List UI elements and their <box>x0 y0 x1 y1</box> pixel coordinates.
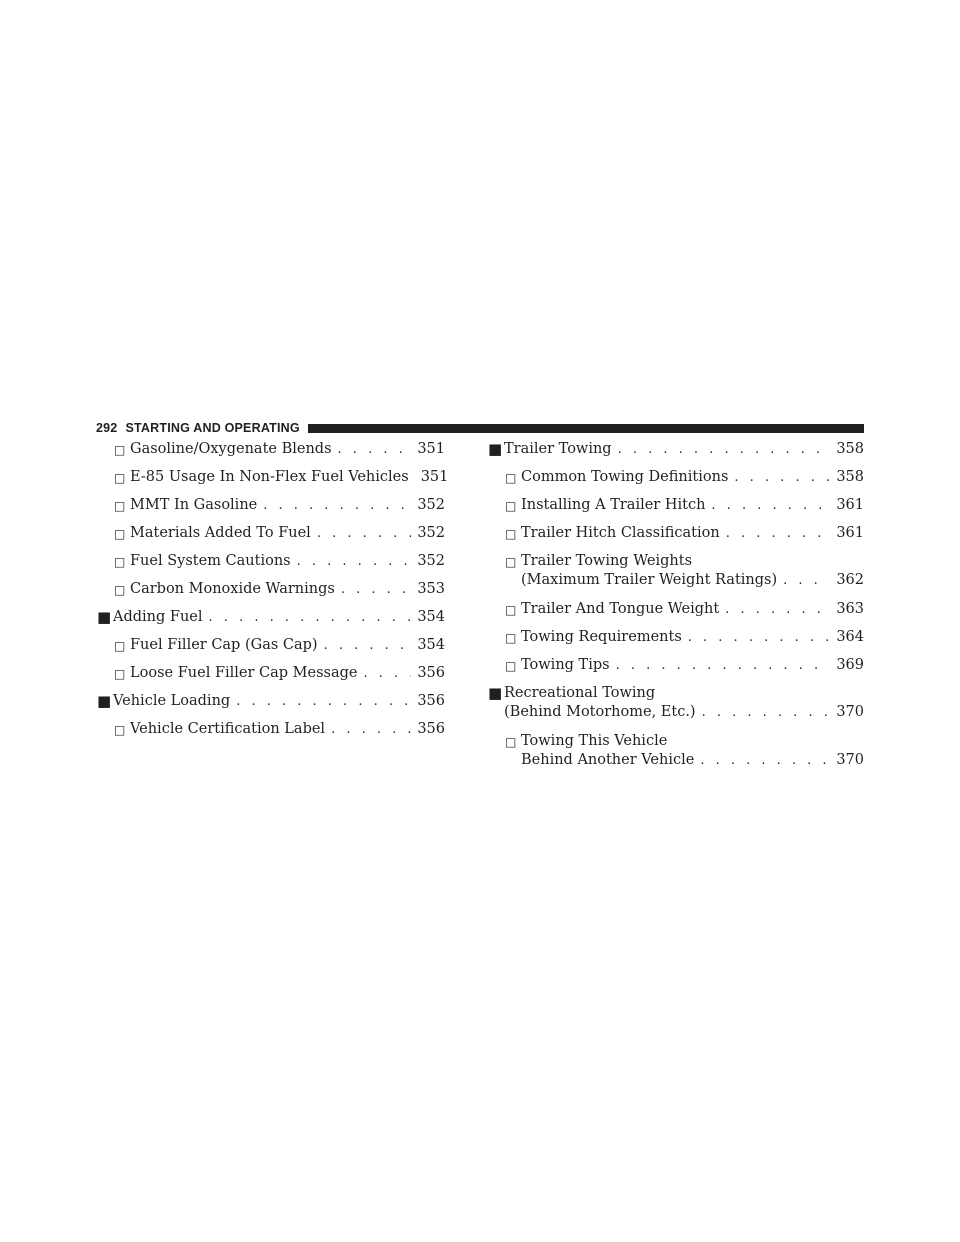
hollow-square-bullet-icon: □ <box>114 639 126 653</box>
toc-main-entry[interactable] <box>488 684 864 722</box>
toc-entry-label: Carbon Monoxide Warnings <box>130 581 335 597</box>
section-title: STARTING AND OPERATING <box>125 421 300 435</box>
dot-leader <box>726 524 831 543</box>
toc-page-number: 356 <box>417 665 445 681</box>
toc-page-number: 370 <box>836 752 864 768</box>
toc-sub-entry[interactable] <box>488 628 864 647</box>
dot-leader <box>338 440 412 459</box>
dot-leader <box>734 468 830 487</box>
dot-leader <box>616 656 831 675</box>
toc-page-number: 352 <box>417 553 445 569</box>
toc-sub-entry[interactable] <box>97 664 445 683</box>
toc-sub-entry[interactable] <box>488 468 864 487</box>
hollow-square-bullet-icon: □ <box>505 735 517 749</box>
hollow-square-bullet-icon: □ <box>114 471 126 485</box>
toc-entry-label-line1: Trailer Towing Weights <box>521 553 693 569</box>
hollow-square-bullet-icon: □ <box>505 471 517 485</box>
toc-entry-label: Installing A Trailer Hitch <box>521 497 706 513</box>
hollow-square-bullet-icon: □ <box>505 527 517 541</box>
dot-leader <box>331 720 411 739</box>
toc-sub-entry[interactable] <box>97 496 445 515</box>
toc-entry-label-line1: Recreational Towing <box>504 685 656 701</box>
toc-page-number: 354 <box>417 637 445 653</box>
toc-entry-label: Trailer And Tongue Weight <box>521 601 720 617</box>
dot-leader <box>725 600 830 619</box>
toc-entry-label: Materials Added To Fuel <box>130 525 311 541</box>
page-header <box>96 421 864 435</box>
toc-entry-label: Trailer Hitch Classification <box>521 525 720 541</box>
dot-leader <box>700 751 830 770</box>
dot-leader <box>702 703 831 722</box>
toc-page-number: 352 <box>417 497 445 513</box>
toc-page-number: 354 <box>417 609 445 625</box>
hollow-square-bullet-icon: □ <box>505 659 517 673</box>
toc-sub-entry[interactable] <box>488 524 864 543</box>
toc-sub-entry[interactable] <box>97 636 445 655</box>
toc-page-number: 356 <box>417 721 445 737</box>
toc-page-number: 361 <box>836 525 864 541</box>
toc-page-number: 351 <box>417 441 445 457</box>
toc-page-number: 361 <box>836 497 864 513</box>
toc-entry-label: Loose Fuel Filler Cap Message <box>130 665 358 681</box>
toc-entry-label: Vehicle Loading <box>113 693 231 709</box>
toc-page-number: 362 <box>836 572 864 588</box>
toc-sub-entry[interactable] <box>97 552 445 571</box>
dot-leader <box>688 628 831 647</box>
dot-leader <box>209 608 412 627</box>
toc-main-entry[interactable] <box>97 608 445 627</box>
toc-entry-label: (Maximum Trailer Weight Ratings) <box>521 572 778 588</box>
toc-entry-label: Gasoline/Oxygenate Blends <box>130 441 332 457</box>
toc-page-number: 363 <box>836 601 864 617</box>
toc-entry-label: Fuel System Cautions <box>130 553 291 569</box>
toc-sub-entry[interactable] <box>488 496 864 515</box>
dot-leader <box>236 692 411 711</box>
toc-sub-entry[interactable] <box>97 720 445 739</box>
toc-column-right <box>488 440 864 780</box>
toc-entry-label: Vehicle Certification Label <box>130 721 326 737</box>
toc-sub-entry[interactable] <box>97 468 449 487</box>
hollow-square-bullet-icon: □ <box>114 583 126 597</box>
hollow-square-bullet-icon: □ <box>114 667 126 681</box>
toc-page-number: 358 <box>836 441 864 457</box>
filled-square-bullet-icon: ■ <box>97 692 112 710</box>
dot-leader <box>783 571 830 590</box>
dot-leader <box>711 496 830 515</box>
hollow-square-bullet-icon: □ <box>114 723 126 737</box>
dot-leader <box>364 664 412 683</box>
toc-page-number: 351 <box>420 469 449 485</box>
filled-square-bullet-icon: ■ <box>488 684 503 702</box>
toc-entry-label: E-85 Usage In Non-Flex Fuel Vehicles <box>130 469 409 485</box>
toc-page-number: 370 <box>836 704 864 720</box>
dot-leader <box>263 496 411 515</box>
header-rule <box>308 424 864 433</box>
filled-square-bullet-icon: ■ <box>488 440 503 458</box>
toc-sub-entry[interactable] <box>97 580 445 599</box>
toc-entry-label: Trailer Towing <box>504 441 612 457</box>
dot-leader <box>324 636 412 655</box>
toc-page-number: 352 <box>417 525 445 541</box>
hollow-square-bullet-icon: □ <box>114 555 126 569</box>
filled-square-bullet-icon: ■ <box>97 608 112 626</box>
hollow-square-bullet-icon: □ <box>505 631 517 645</box>
dot-leader <box>297 552 412 571</box>
toc-entry-label: Towing Tips <box>521 657 610 673</box>
toc-sub-entry[interactable] <box>97 524 445 543</box>
page-number: 292 <box>96 421 118 435</box>
toc-column-left <box>97 440 449 748</box>
hollow-square-bullet-icon: □ <box>114 499 126 513</box>
toc-page-number: 356 <box>417 693 445 709</box>
hollow-square-bullet-icon: □ <box>505 603 517 617</box>
hollow-square-bullet-icon: □ <box>505 555 517 569</box>
toc-page-number: 364 <box>836 629 864 645</box>
toc-sub-entry[interactable] <box>488 656 864 675</box>
dot-leader <box>618 440 831 459</box>
toc-entry-label: Adding Fuel <box>113 609 203 625</box>
hollow-square-bullet-icon: □ <box>114 527 126 541</box>
toc-page-number: 369 <box>836 657 864 673</box>
toc-entry-label: Towing Requirements <box>521 629 682 645</box>
toc-main-entry[interactable] <box>97 692 445 711</box>
hollow-square-bullet-icon: □ <box>114 443 126 457</box>
toc-entry-label: (Behind Motorhome, Etc.) <box>504 704 696 720</box>
toc-sub-entry[interactable] <box>97 440 445 459</box>
toc-sub-entry[interactable] <box>488 732 864 770</box>
toc-entry-label: MMT In Gasoline <box>130 497 258 513</box>
toc-page-number: 353 <box>417 581 445 597</box>
hollow-square-bullet-icon: □ <box>505 499 517 513</box>
toc-entry-label: Fuel Filler Cap (Gas Cap) <box>130 637 318 653</box>
toc-entry-label: Common Towing Definitions <box>521 469 729 485</box>
dot-leader <box>341 580 411 599</box>
toc-entry-label-line1: Towing This Vehicle <box>521 733 668 749</box>
dot-leader <box>317 524 412 543</box>
toc-sub-entry[interactable] <box>488 600 864 619</box>
toc-page-number: 358 <box>836 469 864 485</box>
toc-sub-entry[interactable] <box>488 552 864 590</box>
toc-main-entry[interactable] <box>488 440 864 459</box>
toc-entry-label: Behind Another Vehicle <box>521 752 695 768</box>
